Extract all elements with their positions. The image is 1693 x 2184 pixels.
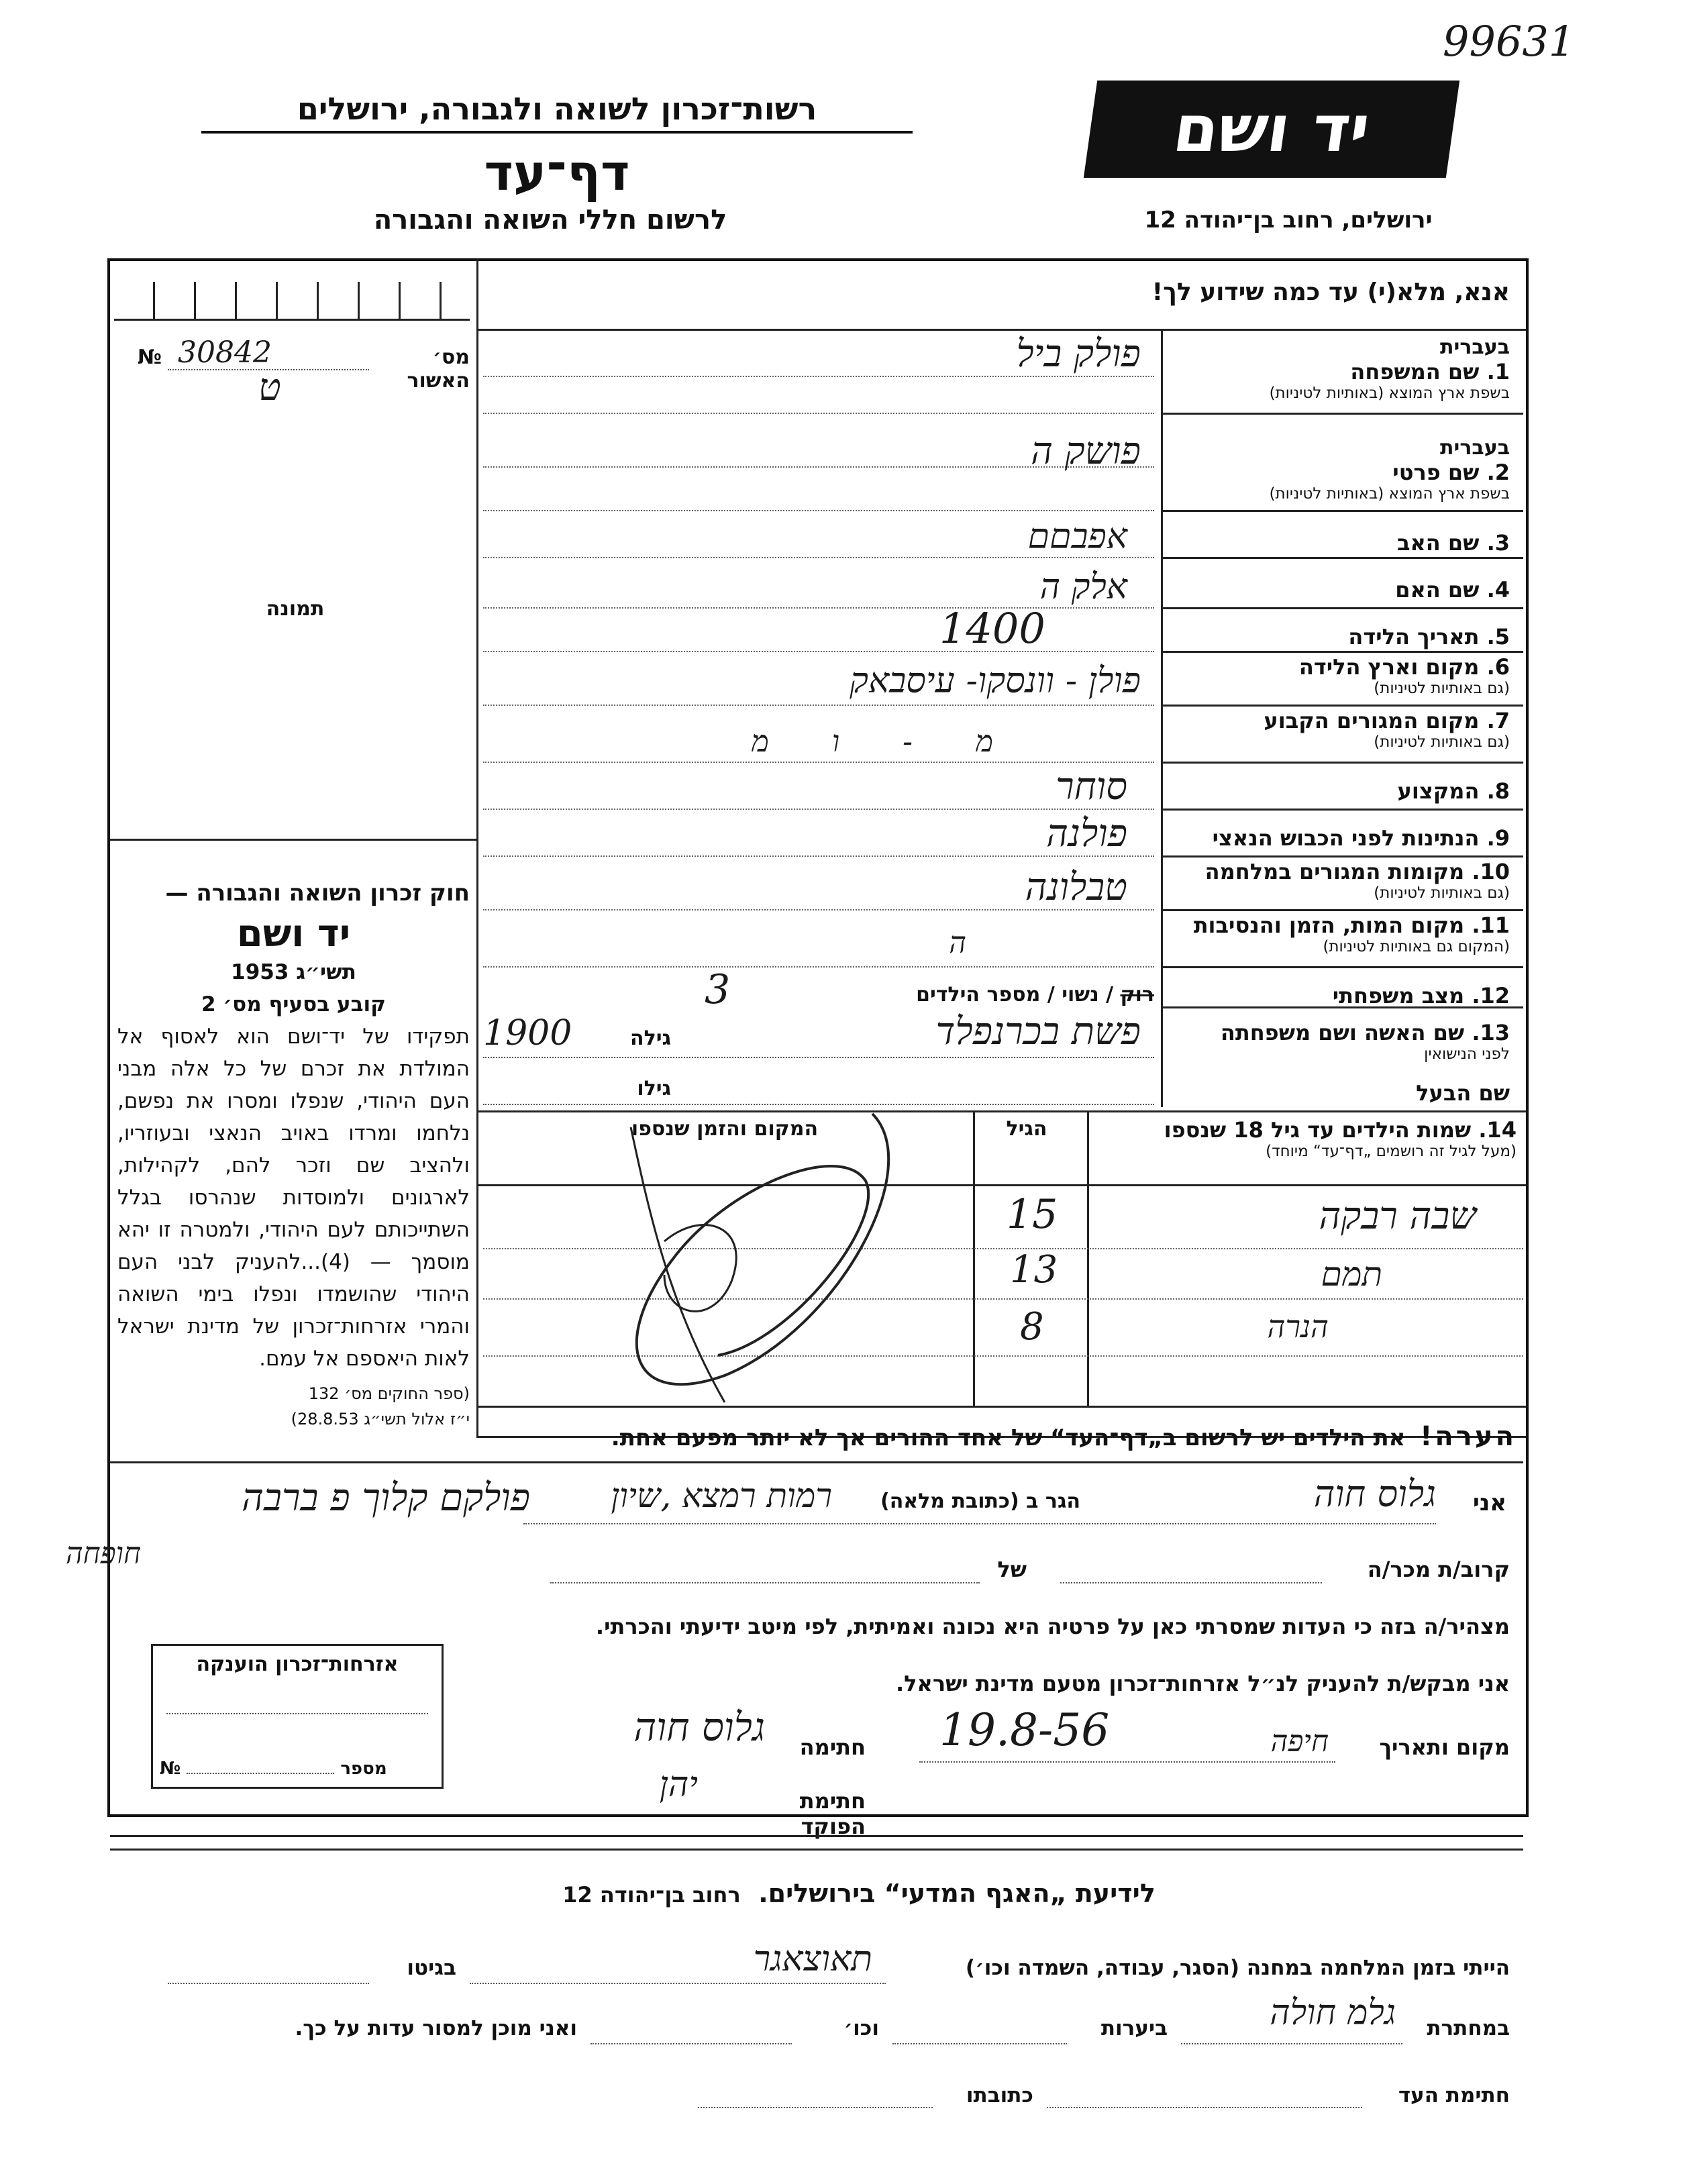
value-residence: מ - ו מ <box>751 725 1020 759</box>
bottom-title: לידיעת „האגף המדעי“ בירושלים. רחוב בן־יהודה 12 <box>562 1879 1156 1908</box>
witness-i-label: אני <box>1472 1490 1506 1516</box>
approval-no: № <box>138 346 162 369</box>
field-2: בעברית 2. שם פרטי בשפת ארץ המוצא (באותיות לטיניות) <box>1269 436 1510 503</box>
bottom-camp: תאוצאגר <box>753 1939 872 1979</box>
witness-date: 19.8-56 <box>939 1704 1110 1756</box>
value-profession: סוחר <box>1056 765 1127 809</box>
value-death-place: ה <box>949 926 966 960</box>
margin-note-1: פולקם קלוך פ ברבה <box>242 1476 530 1520</box>
witness-place: חיפה <box>1270 1724 1329 1759</box>
value-wife-name: פשת בכרנפלד <box>935 1010 1141 1053</box>
citizenship-no: № <box>160 1759 181 1779</box>
field-4: 4. שם האם <box>1395 577 1510 603</box>
witness-address: רמות רמצא ,שיון <box>611 1476 832 1515</box>
margin-note-2: חופחה <box>65 1537 141 1571</box>
photo-label: תמונה <box>266 597 325 621</box>
approval-number: 30842 <box>178 335 272 370</box>
note <box>490 1421 1517 1452</box>
law-title: חוק זכרון השואה והגבורה — <box>165 880 470 906</box>
value-father: אפבםם <box>1027 517 1127 557</box>
law-year: תשי״ג 1953 <box>231 959 356 984</box>
value-birthdate: 1400 <box>939 604 1045 653</box>
approval-label: מס׳ האשור <box>407 346 470 393</box>
law-box <box>117 876 470 1432</box>
note-label: הערה! <box>1420 1421 1517 1452</box>
bottom-ready: ואני מוכן למסור עדות על כך. <box>295 2016 577 2040</box>
value-mother: אלק ה <box>1039 567 1127 607</box>
children-header: 14. שמות הילדים עד גיל 18 שנספו (מעל לגיל זה רושמים „דף־עד“ מיוחד) <box>1164 1117 1517 1160</box>
field-3: 3. שם האב <box>1396 530 1510 556</box>
intro-text: אנא, מלא(י) עד כמה שידוע לך! <box>1151 278 1510 306</box>
bottom-ghetto: בגיטו <box>407 1956 456 1980</box>
law-ref1: (ספר החוקים מס׳ 132 <box>308 1384 470 1404</box>
bottom-address: כתובתו <box>966 2083 1033 2108</box>
bottom-forests: ביערות <box>1100 2016 1168 2040</box>
value-firstname: פושק ה <box>1031 429 1141 473</box>
citizenship-box <box>151 1644 444 1789</box>
law-logo: יד ושם <box>236 911 351 955</box>
logo-text: יד ושם <box>1168 91 1375 166</box>
value-birthplace: פולן - וונסקו- עיסבאק <box>850 661 1141 701</box>
value-wife-age: 1900 <box>483 1013 572 1053</box>
authority-line: רשות־זכרון לשואה ולגבורה, ירושלים <box>201 91 913 134</box>
child-age-3: 8 <box>1020 1305 1044 1349</box>
child-age-1: 15 <box>1007 1191 1058 1238</box>
value-surname: פולק ביל <box>1016 332 1141 376</box>
relative-label: קרוב/ת מכר/ה <box>1367 1557 1510 1582</box>
signature-label: חתימה <box>799 1734 866 1760</box>
field-10: 10. מקומות המגורים במלחמה (גם באותיות לטיניות) <box>1204 859 1510 902</box>
place-date-label: מקום ותאריך <box>1379 1734 1510 1760</box>
field-1: בעברית 1. שם המשפחה בשפת ארץ המוצא (באותיות לטיניות) <box>1269 335 1510 402</box>
field-6: 6. מקום וארץ הלידה (גם באותיות לטיניות) <box>1298 654 1510 697</box>
wife-age-label: גילה <box>630 1027 671 1050</box>
logo <box>1084 81 1459 178</box>
witness-signature: גלוס חוה <box>633 1704 765 1750</box>
children-col-place: המקום והזמן שנספו <box>631 1117 819 1141</box>
document-number: 99631 <box>1443 17 1576 66</box>
field-9: 9. הנתינות לפני הכבוש הנאצי <box>1212 825 1510 851</box>
law-text: תפקידו של יד־ושם הוא לאסוף אל המולדת את זכרם של כל אלה מבני העם היהודי, שנפלו ומסרו את נפשם, נלחמו ומרדו באויב הנאצי ובעוזריו, ולהציב שם וזכר להם, לקהילות, לארגונים ולמוסדות שנהרסו בגלל השתייכותם לעם היהודי, ולמטרה זו יהא מוסמך — (4)...להעניק לבני העם היהודי שהושמדו ונפלו בימי השואה והמרי אזרחות־זכרון של מדינת ישראל לאות היאספם אל עמם. <box>117 1024 470 1371</box>
field-12: 12. מצב משפחתי <box>1332 983 1510 1008</box>
value-nationality: פולנה <box>1046 812 1127 855</box>
address: ירושלים, רחוב בן־יהודה 12 <box>1144 207 1433 233</box>
value-wartime-residence: טבלונה <box>1025 866 1127 909</box>
children-col-age: הגיל <box>1006 1117 1047 1141</box>
field-11: 11. מקום המות, הזמן והנסיבות (המקום גם באותיות לטיניות) <box>1193 913 1510 955</box>
child-name-2: תמם <box>1321 1255 1382 1294</box>
witness-request: אני מבקש/ת להעניק לנ״ל אזרחות־זכרון מטעם מדינת ישראל. <box>896 1671 1510 1696</box>
marital-struck: רוק <box>1120 983 1154 1006</box>
of-label: של <box>997 1557 1027 1582</box>
child-age-2: 13 <box>1010 1248 1058 1292</box>
citizenship-number-label: מספר <box>340 1759 387 1779</box>
official-sig-label: חתימת הפוקד <box>799 1788 866 1839</box>
note-text: את הילדים יש לרשום ב„דף־העד“ של אחד ההורים אך לא יותר מפעם אחת. <box>611 1424 1406 1451</box>
husband-label: שם הבעל <box>1416 1080 1510 1106</box>
law-section: קובע בסעיף מס׳ 2 <box>201 992 386 1017</box>
child-name-1: שבה רבקה <box>1319 1194 1476 1238</box>
bottom-partisans-value: גלמ חולה <box>1270 1993 1396 2033</box>
witness-name: גלוס חוה <box>1313 1473 1436 1515</box>
citizenship-title: אזרחות־זכרון הוענקה <box>196 1653 399 1676</box>
official-signature: יהן <box>659 1765 698 1805</box>
witness-declaration: מצהיר/ה בזה כי העדות שמסרתי כאן על פרטיה היא נכונה ואמיתית, לפי מיטב ידיעתי והכרתי. <box>595 1614 1510 1639</box>
husband-age-label: גילו <box>637 1077 671 1100</box>
field-7: 7. מקום המגורים הקבוע (גם באותיות לטיניות) <box>1264 708 1510 751</box>
value-children-count: 3 <box>705 966 731 1013</box>
marital-printed: רוק / נשוי / מספר הילדים <box>916 983 1154 1006</box>
child-name-3: הנרה <box>1267 1308 1329 1345</box>
field-5: 5. תאריך הלידה <box>1348 624 1510 649</box>
bottom-etc: וכו׳ <box>843 2016 879 2040</box>
field-8: 8. המקצוע <box>1397 778 1510 804</box>
scribble-mark <box>550 1087 966 1422</box>
form-title: דף־עד <box>484 144 630 202</box>
law-ref2: י״ז אלול תשי״ג 28.8.53) <box>291 1409 470 1428</box>
approval-mark: ט <box>258 366 281 409</box>
bottom-partisans: במחתרת <box>1427 2016 1510 2040</box>
approval-ticks <box>114 282 470 321</box>
field-13: 13. שם האשה ושם משפחתה לפני הנישואין <box>1220 1020 1510 1063</box>
form-subtitle: לרשום חללי השואה והגבורה <box>373 205 727 236</box>
bottom-witness-sig: חתימת העד <box>1398 2083 1510 2108</box>
witness-lives-label: הגר ב (כתובת מלאה) <box>880 1490 1080 1513</box>
bottom-line1: הייתי בזמן המלחמה במחנה (הסגר, עבודה, השמדה וכו׳) <box>965 1956 1510 1980</box>
